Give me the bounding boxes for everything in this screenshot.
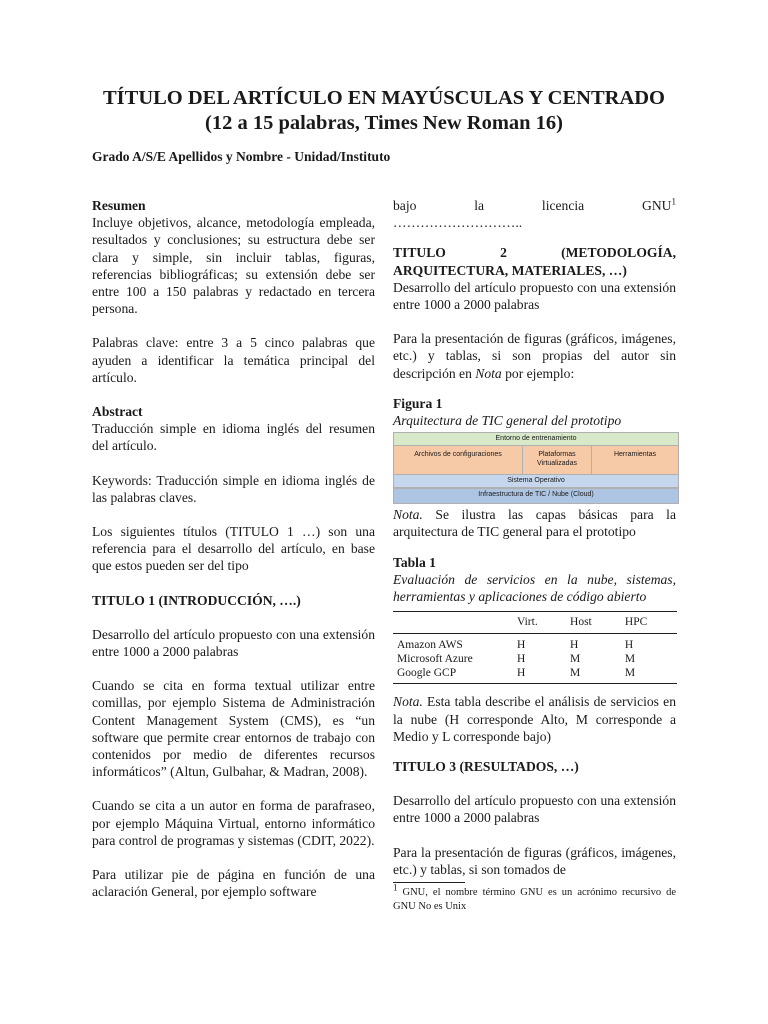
- footnote-text: GNU, el nombre término GNU es un acrónimo recursivo de GNU No es Unix: [393, 887, 676, 913]
- nota-word: Nota: [475, 365, 502, 381]
- table-header-cell: Virt.: [513, 612, 566, 634]
- table-header-cell: HPC: [621, 612, 677, 634]
- gnu-dots: ………………………..: [393, 215, 523, 231]
- keywords-en: Keywords: Traducción simple en idioma inglés de las palabras claves.: [92, 472, 375, 505]
- resumen-text: Incluye objetivos, alcance, metodología empleada, resultados y conclusiones; su estructura debe ser clara y simple, sin incluir tablas, figuras, referencias bibliográficas; su extensión debe ser entre 100 a 150 palabras y redactado en tercera persona.: [92, 215, 375, 317]
- titles-note: Los siguientes títulos (TITULO 1 …) son una referencia para el desarrollo del artículo, en base que estos pueden ser del tipo: [92, 524, 375, 574]
- titulo-1-heading: TITULO 1 (INTRODUCCIÓN, ….): [92, 592, 301, 608]
- table-cell: H: [517, 653, 526, 666]
- paraphrase-citation-paragraph: Cuando se cita a un autor en forma de parafraseo, por ejemplo Máquina Virtual, entorno informático para control de programas y sistemas (CDIT, 2022).: [92, 798, 375, 848]
- gnu-license-text: bajo la licencia GNU: [393, 198, 672, 213]
- authors-line: Grado A/S/E Apellidos y Nombre - Unidad/Instituto: [92, 149, 391, 164]
- footnote-separator: [393, 882, 465, 883]
- table-cell: Google GCP: [393, 666, 513, 684]
- table-cell: H: [513, 666, 566, 684]
- figure-cell-config: Archivos de configuraciones: [394, 446, 522, 474]
- table-caption: Evaluación de servicios en la nube, sistemas, herramientas y aplicaciones de código abierto: [393, 571, 676, 605]
- table-cell: Microsoft Azure: [397, 653, 473, 666]
- textual-citation-paragraph: Cuando se cita en forma textual utilizar entre comillas, por ejemplo Sistema de Administración Content Management System (CMS), es “un software que permite crear entornos de trabajo con contenidos por medio de diferentes recursos informáticos” (Altun, Gulbahar, & Madran, 2008).: [92, 678, 375, 780]
- table-cell: M: [624, 653, 636, 666]
- table-cell: H: [570, 639, 579, 652]
- table-header-cell: [393, 612, 513, 634]
- title-line-2: (12 a 15 palabras, Times New Roman 16): [205, 112, 563, 134]
- titulo-2-heading: TITULO 2 (METODOLOGÍA, ARQUITECTURA, MATERIALES, …): [393, 245, 676, 278]
- article-title: [40, 86, 728, 136]
- figure-caption: Arquitectura de TIC general del prototipo: [393, 413, 622, 429]
- table-header-cell: Host: [566, 612, 621, 634]
- table-cell: M: [570, 653, 581, 666]
- table-cell: Amazon AWS: [397, 639, 463, 652]
- keywords-es: Palabras clave: entre 3 a 5 cinco palabras que ayuden a identificar la temática principal del artículo.: [92, 335, 375, 385]
- figure-cell-tools: Herramientas: [592, 446, 678, 474]
- table-row: [393, 652, 677, 666]
- footnote-usage-paragraph: Para utilizar pie de página en función de una aclaración General, por ejemplo software: [92, 867, 375, 900]
- figure-layer-os-label: Sistema Operativo: [394, 475, 678, 488]
- figure-presentation-paragraph-2: Para la presentación de figuras (gráficos, imágenes, etc.) y tablas, si son tomados de: [393, 844, 676, 877]
- gnu-license-line: [393, 197, 676, 214]
- figure-label: Figura 1: [393, 395, 443, 411]
- table-label: Tabla 1: [393, 554, 436, 570]
- figure-layer-infra: [393, 488, 679, 504]
- title-line-1: TÍTULO DEL ARTÍCULO EN MAYÚSCULAS Y CENTRADO: [103, 87, 665, 109]
- footnote-number: 1: [393, 882, 398, 893]
- left-column: [92, 197, 375, 901]
- figure-layer-training: [393, 432, 679, 445]
- figure-layer-infra-label: Infraestructura de TIC / Nube (Cloud): [394, 489, 678, 503]
- resumen-heading: Resumen: [92, 198, 146, 213]
- table-cell: H: [624, 639, 634, 652]
- architecture-figure: [393, 432, 679, 504]
- figure-presentation-paragraph: Para la presentación de figuras (gráficos, imágenes, etc.) y tablas, si son propias del autor sin descripción en Nota por ejemplo:: [393, 331, 676, 381]
- titulo-3-heading: TITULO 3 (RESULTADOS, …): [393, 759, 579, 775]
- figure-layer-os: [393, 474, 679, 488]
- development-text-2: Desarrollo del artículo propuesto con una extensión entre 1000 a 2000 palabras: [393, 279, 676, 313]
- figure-layer-training-label: Entorno de entrenamiento: [394, 433, 678, 445]
- figure-cell-platforms: Plataformas Virtualizadas: [522, 446, 592, 474]
- development-text-1: Desarrollo del artículo propuesto con una extensión entre 1000 a 2000 palabras: [92, 626, 375, 660]
- abstract-heading: Abstract: [92, 404, 143, 420]
- abstract-text: Traducción simple en idioma inglés del resumen del artículo.: [92, 421, 375, 454]
- right-column: [393, 197, 676, 914]
- table-cell: H: [517, 639, 526, 652]
- table-cell: M: [566, 666, 621, 684]
- table-row: [393, 666, 677, 684]
- development-text-3: Desarrollo del artículo propuesto con una extensión entre 1000 a 2000 palabras: [393, 793, 676, 826]
- table-row: [393, 634, 677, 653]
- table-header-row: [393, 612, 677, 634]
- footnote-ref: 1: [671, 196, 676, 207]
- figure-layer-components: [393, 445, 679, 474]
- table-note: Nota. Esta tabla describe el análisis de servicios en la nube (H corresponde Alto, M corresponde a Medio y L corresponde bajo): [393, 694, 676, 744]
- cloud-services-table: [393, 611, 677, 684]
- table-cell: M: [621, 666, 677, 684]
- figure-note: Nota. Se ilustra las capas básicas para la arquitectura de TIC general para el prototipo: [393, 507, 676, 540]
- footnote: [393, 882, 676, 914]
